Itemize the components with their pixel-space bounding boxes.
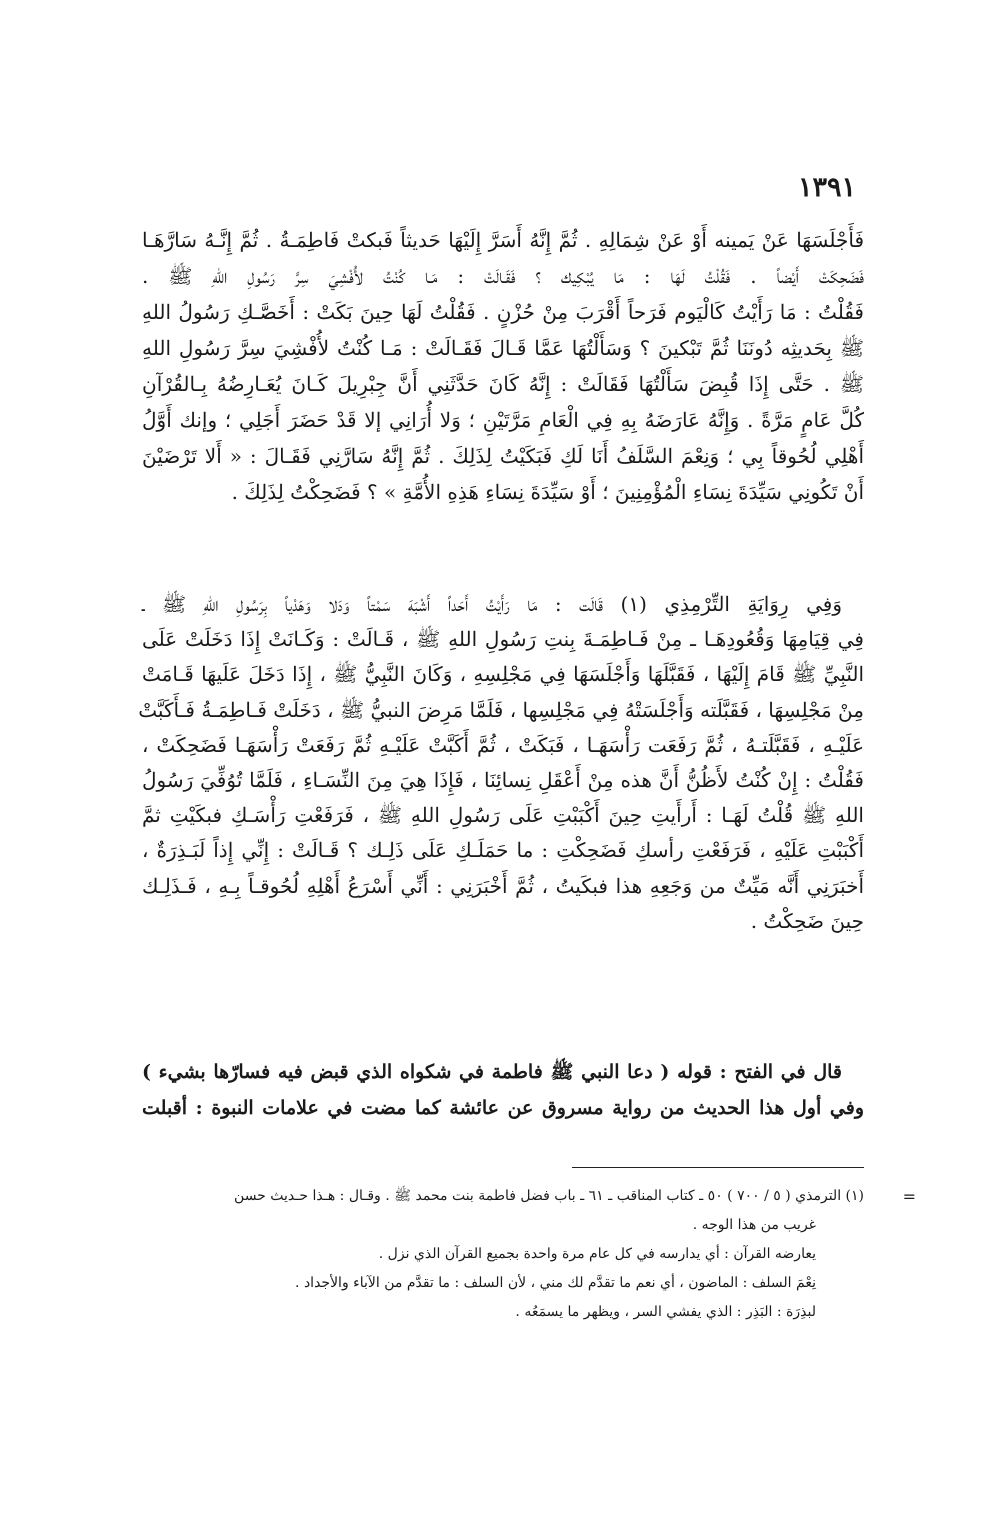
footnote-separator bbox=[572, 1167, 864, 1168]
text-line: كُلَّ عَامٍ مَرَّةً . وَإِنَّهُ عَارَضَهُ بِهِ فِي الْعَامِ مَرَّتَيْنِ ؛ وَلا أُرَانِي إلا قَدْ حَضَرَ أَجَلِي ؛ وإنك أَوَّلُ bbox=[142, 408, 864, 432]
footnote-line bbox=[142, 1182, 916, 1211]
text-line: اللهِ ﷺ قُلْتُ لَهَـا : أَرأَيتِ حِينَ أَكْبَبْتِ عَلَى رَسُولِ اللهِ ﷺ ، فَرَفَعْتِ رَأْسَـكِ فبكَيْتِ ثمَّ bbox=[142, 803, 864, 828]
text-line: النَّبِيِّ ﷺ قَامَ إِلَيْهَا ، فَقَبَّلَهَا وَأَجْلَسَهَا فِي مَجْلِسِهِ ، وَكَانَ النَّبِيُّ ﷺ ، إِذَا دَخَلَ عَلَيهَا قَـامَتْ bbox=[142, 662, 864, 687]
text-line: فَضَحِكَتْ أَيْضاً . فَقُلْتُ لَهَا : مَا يُبْكِيك ؟ فَقَـالَتْ : مَـا كُنْتُ لأُفْشِيَ سِرَّ رَسُولِ اللهِ ﷺ . bbox=[142, 264, 864, 288]
text-line: أَهْلِي لُحُوقاً بِي ؛ وَنِعْمَ السَّلَفُ أَنَا لَكِ فَبَكَيْتُ لِذَلِكَ . ثُمَّ إِنَّهُ سَارَّنِي فَقَـالَ : « أَلا تَرْضَيْنَ bbox=[142, 444, 865, 468]
text-line: فَأَجْلَسَهَا عَنْ يَمينه أَوْ عَنْ شِمَالِهِ . ثُمَّ إِنَّهُ أَسَرَّ إِلَيْهَا حَديثاً فَبكتْ فَاطِمَـةُ . ثُمَّ إِنَّـهُ سَارَّهَـا bbox=[142, 228, 864, 252]
text-line: أَكْبَبْتِ عَلَيْهِ ، فَرَفَعْتِ رأسكِ فَضَحِكْتِ : ما حَمَلَـكِ عَلَى ذَلِـك ؟ قَـالَتْ : إِنِّي إِذاً لَبَـذِرَةٌ ، bbox=[142, 838, 864, 863]
text-line: ﷺ بِحَديثِه دُونَنَا ثُمَّ تَبْكينَ ؟ وَسَأَلْتُهَا عَمَّا قَـالَ فَقَـالَتْ : مَـا كُنْتُ لأُفْشِيَ سِرَّ رَسُولِ اللهِ bbox=[142, 336, 864, 360]
text-line: مِنْ مَجْلِسِهَا ، فَقَبَّلَته وَأَجْلَسَتْهُ فِي مَجْلِسِها ، فَلَمَّا مَرِضَ النبيُّ ﷺ ، دَخَلَتْ فَـاطِمَـةُ فَـأَكَبَّتْ bbox=[138, 697, 864, 722]
commentary-paragraph bbox=[142, 1054, 864, 1126]
footnote-line: لبذِرَة : البَذِر : الذي يفشي السر ، ويظهر ما يسمَعُه . bbox=[515, 1304, 816, 1320]
footnote-line: يعارضه القرآن : أي يدارسه في كل عام مرة واحدة بجميع القرآن الذي نزل . bbox=[378, 1246, 816, 1262]
text-line: فَقُلْتُ : إِنْ كُنْتُ لأَظُنُّ أَنَّ هذه مِنْ أَعْقَلِ نِسائِنَا ، فَإِذَا هِيَ مِنَ النِّسَـاءِ ، فَلَمَّا تُوُفِّيَ رَسُولُ bbox=[142, 767, 864, 792]
text-line: عَلَيْـهِ ، فَقَبَّلَتـهُ ، ثُمَّ رَفَعَت رَأْسَهَـا ، فَبَكَتْ ، ثُمَّ أَكَبَّتْ عَلَيْـهِ ثُمَّ رَفَعَتْ رَأْسَهَـا فَضَحِكَتْ ، bbox=[142, 732, 864, 757]
commentary-line: قال في الفتح : قوله ( دعا النبي ﷺ فاطمة في شكواه الذي قبض فيه فسارّها بشيء ) bbox=[142, 1061, 842, 1083]
footnote-line: نِعْمَ السلف : الماضون ، أي نعم ما تقدَّم لك مني ، لأن السلف : ما تقدَّم من الآباء والأجداد . bbox=[295, 1275, 816, 1291]
text-line: فَقُلْتُ : مَا رَأَيْتُ كَالْيَوم فَرَحاً أَقْرَبَ مِنْ حُزْنٍ . فَقُلْتُ لَهَا حِينَ بَكَتْ : أَخَصَّـكِ رَسُولُ اللهِ bbox=[142, 300, 864, 324]
text-line: وَفِي رِوَايَةِ التِّرْمِذِي (١) قَالَت : مَا رَأَيْتُ أَحَداً أَشْبَهَ سَمْتاً وَدَلا وَهَدْياً بِرَسُولِ اللهِ ﷺ ـ bbox=[142, 592, 843, 616]
main-text-paragraph-2 bbox=[138, 587, 865, 939]
text-line: فِي قِيَامِهَا وَقُعُودِهَـا ـ مِنْ فَـاطِمَـةَ بِنتِ رَسُولِ اللهِ ﷺ ، قَـالَتْ : وَكَـانَتْ إِذَا دَخَلَتْ عَلَى bbox=[142, 627, 864, 652]
page-number: ١٣٩١ bbox=[797, 172, 856, 203]
footnote-line: غريب من هذا الوجه . bbox=[692, 1217, 816, 1233]
text-line: أَخبَرَنِي أَنَّه مَيِّتٌ من وَجَعِهِ هذا فبكَيتُ ، ثُمَّ أَخْبَرَنِي : أَنِّي أَسْرَعُ أَهْلِهِ لُحُوقـاً بِـهِ ، فَـذَلِـك bbox=[142, 873, 865, 898]
text-line: حِينَ ضَحِكْتُ . bbox=[750, 908, 864, 933]
main-text-paragraph-1 bbox=[142, 222, 864, 510]
footnote-text: (١) الترمذي ( ٥ / ٧٠٠ ) ٥٠ ـ كتاب المناقب ـ ٦١ ـ باب فضل فاطمة بنت محمد ﷺ . وقـال : هـذا حـديث حسن bbox=[234, 1188, 864, 1204]
footnotes bbox=[142, 1182, 916, 1327]
text-line: أَنْ تَكُونِي سَيِّدَةَ نِسَاءِ الْمُؤْمِنِينَ ؛ أَوْ سَيِّدَةَ نِسَاءِ هَذِهِ الأُمَّةِ » ؟ فَضَحِكْتُ لِذَلِكَ . bbox=[231, 480, 864, 504]
text-line: ﷺ . حَتَّى إِذَا قُبِضَ سَأَلْتُهَا فَقَالَتْ : إِنَّهُ كَانَ حَدَّثَنِي أَنَّ جِبْرِيلَ كَـانَ يُعَـارِضُهُ بِـالقُرْآنِ bbox=[142, 372, 864, 396]
commentary-line: وفي أول هذا الحديث من رواية مسروق عن عائشة كما مضت في علامات النبوة : أقبلت bbox=[142, 1097, 864, 1119]
footnote-continuation-marker: = bbox=[902, 1187, 916, 1206]
